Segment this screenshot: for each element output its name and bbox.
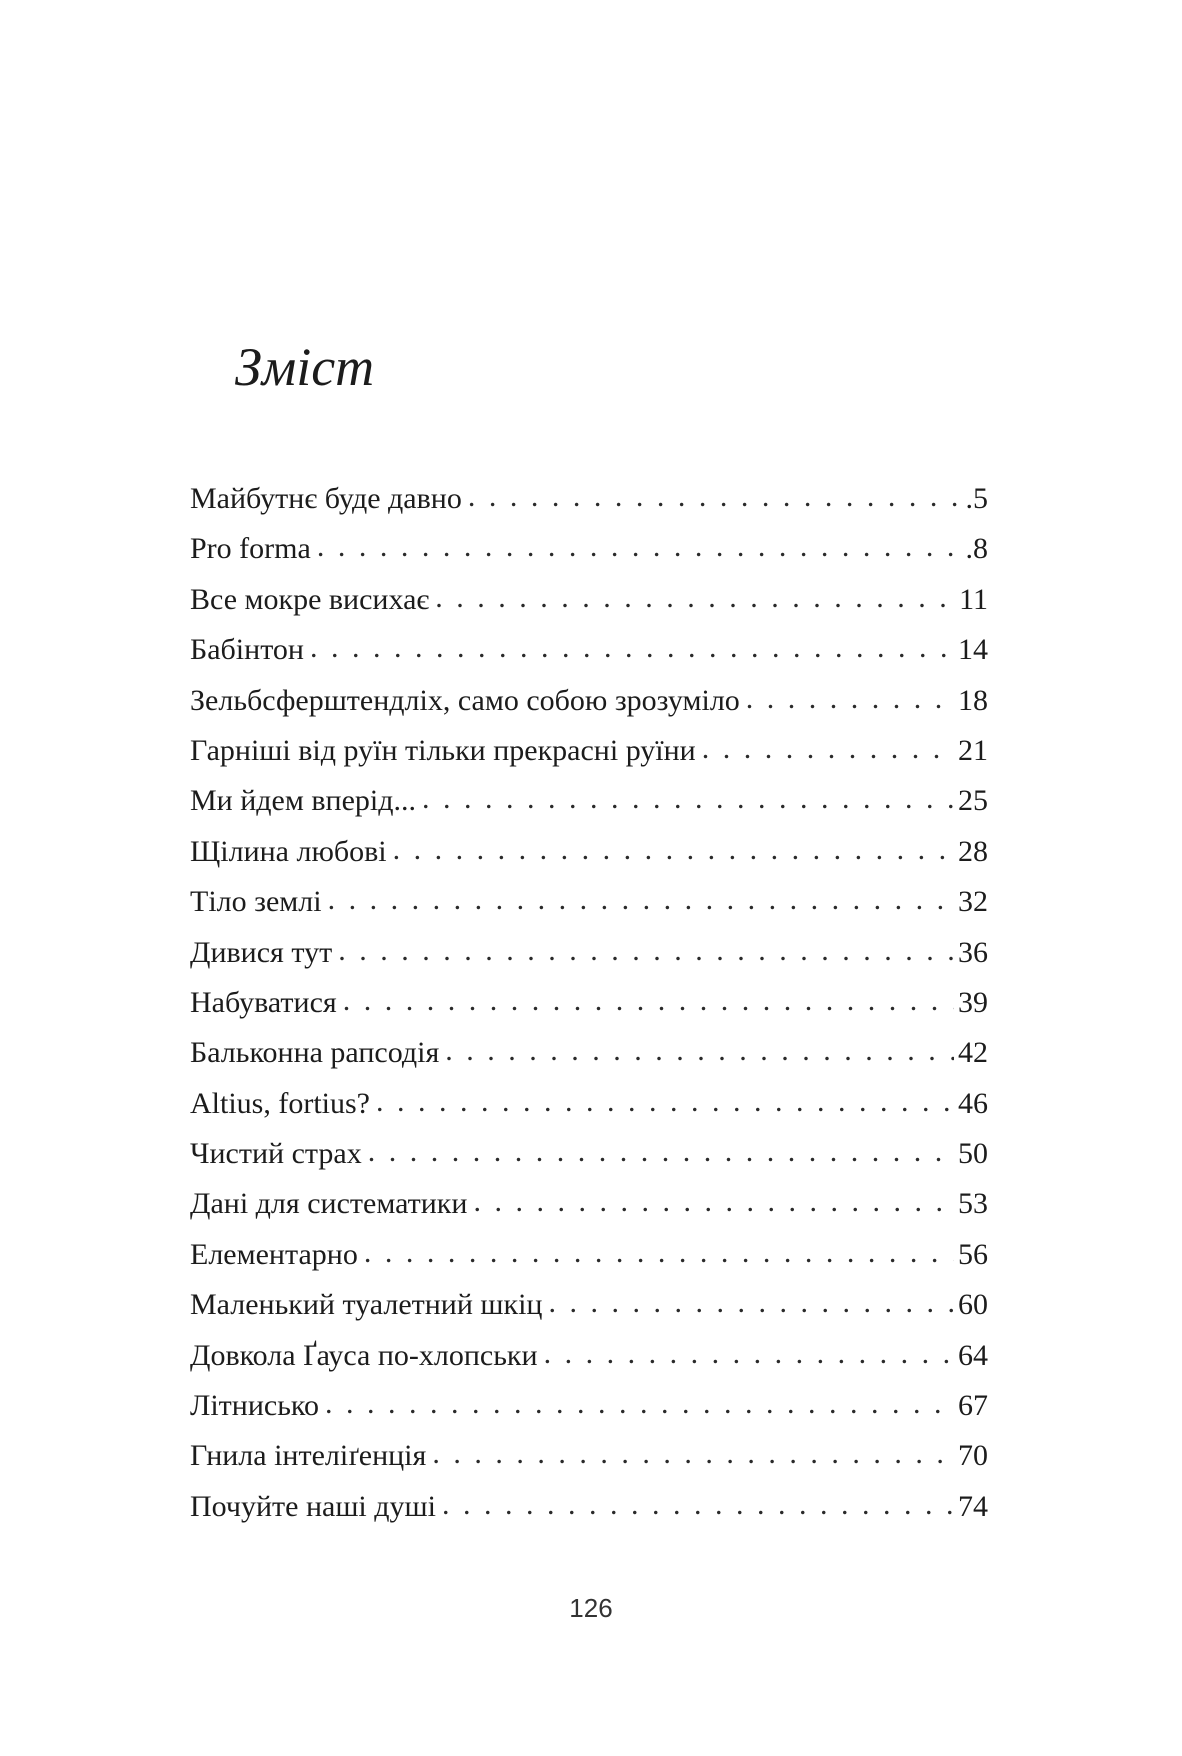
toc-entry <box>190 1381 988 1431</box>
toc-entry-page: 67 <box>958 1389 988 1423</box>
toc-entry <box>190 625 988 675</box>
toc-entry-title: Дивися тут <box>190 935 333 969</box>
dot-leader <box>702 724 954 774</box>
toc-entry <box>190 1079 988 1129</box>
toc-entry <box>190 827 988 877</box>
toc-entry-page: 60 <box>958 1288 988 1322</box>
toc-entry-page: 74 <box>958 1489 988 1523</box>
toc-entry-title: Літнисько <box>190 1389 319 1423</box>
dot-leader <box>338 926 954 976</box>
toc-entry-title: Зельбсферштендліх, само собою зрозуміло <box>190 683 740 717</box>
toc-entry <box>190 1431 988 1481</box>
dot-leader <box>432 1429 954 1479</box>
toc-entry-page: .8 <box>965 532 988 566</box>
table-of-contents <box>190 474 988 1532</box>
toc-entry-page: 53 <box>958 1187 988 1221</box>
dot-leader <box>364 1228 954 1278</box>
dot-leader <box>549 1278 955 1328</box>
dot-leader <box>317 522 962 572</box>
toc-entry <box>190 1331 988 1381</box>
toc-entry <box>190 928 988 978</box>
dot-leader <box>442 1480 954 1530</box>
dot-leader <box>445 1026 954 1076</box>
dot-leader <box>746 674 954 724</box>
toc-entry-page: 50 <box>958 1137 988 1171</box>
toc-entry-page: 28 <box>958 834 988 868</box>
toc-entry <box>190 1129 988 1179</box>
dot-leader <box>376 1077 954 1127</box>
toc-entry <box>190 1179 988 1229</box>
toc-entry-title: Набуватися <box>190 985 337 1019</box>
toc-entry <box>190 978 988 1028</box>
toc-entry-title: Довкола Ґауса по-хлопськи <box>190 1338 538 1372</box>
dot-leader <box>328 875 954 925</box>
toc-entry-title: Ми йдем вперід... <box>190 784 416 818</box>
dot-leader <box>393 825 954 875</box>
toc-entry <box>190 575 988 625</box>
toc-entry-title: Почуйте наші душі <box>190 1489 436 1523</box>
toc-entry-page: 25 <box>958 784 988 818</box>
toc-entry-page: 14 <box>958 633 988 667</box>
toc-entry <box>190 524 988 574</box>
toc-entry <box>190 1280 988 1330</box>
dot-leader <box>435 573 955 623</box>
toc-entry-title: Елементарно <box>190 1237 358 1271</box>
toc-entry-title: Altius, fortius? <box>190 1086 370 1120</box>
toc-entry <box>190 474 988 524</box>
toc-entry-page: 46 <box>958 1086 988 1120</box>
toc-entry-title: Гнила інтеліґенція <box>190 1439 427 1473</box>
toc-entry <box>190 877 988 927</box>
dot-leader <box>468 472 962 522</box>
toc-entry-title: Маленький туалетний шкіц <box>190 1288 543 1322</box>
toc-entry-page: 36 <box>958 935 988 969</box>
page-title: Зміст <box>235 337 375 397</box>
toc-entry-title: Щілина любові <box>190 834 387 868</box>
toc-entry-page: .5 <box>965 482 988 515</box>
toc-entry <box>190 676 988 726</box>
dot-leader <box>473 1177 954 1227</box>
toc-entry-title: Бабінтон <box>190 633 304 667</box>
toc-entry-page: 21 <box>958 733 988 767</box>
toc-entry-title: Pro forma <box>190 532 311 566</box>
toc-entry-page: 64 <box>958 1338 988 1372</box>
toc-entry <box>190 1482 988 1532</box>
toc-entry-title: Майбутнє буде давно <box>190 482 462 515</box>
toc-entry-title: Чистий страх <box>190 1137 362 1171</box>
toc-entry-title: Все мокре висихає <box>190 582 430 616</box>
toc-entry <box>190 1028 988 1078</box>
toc-entry <box>190 776 988 826</box>
dot-leader <box>343 976 954 1026</box>
dot-leader <box>310 623 954 673</box>
toc-entry-page: 39 <box>958 985 988 1019</box>
toc-entry-title: Тіло землі <box>190 885 322 919</box>
dot-leader <box>422 774 954 824</box>
dot-leader <box>368 1127 954 1177</box>
toc-entry-page: 70 <box>958 1439 988 1473</box>
page-number: 126 <box>569 1593 613 1623</box>
toc-entry-page: 32 <box>958 885 988 919</box>
toc-entry-page: 42 <box>958 1036 988 1070</box>
toc-entry <box>190 726 988 776</box>
toc-entry <box>190 1230 988 1280</box>
toc-entry-page: 56 <box>958 1237 988 1271</box>
dot-leader <box>544 1329 954 1379</box>
dot-leader <box>325 1379 954 1429</box>
toc-entry-title: Дані для систематики <box>190 1187 468 1221</box>
toc-entry-title: Бальконна рапсодія <box>190 1036 440 1070</box>
toc-entry-page: 18 <box>958 683 988 717</box>
toc-entry-page: 11 <box>959 582 988 616</box>
toc-entry-title: Гарніші від руїн тільки прекрасні руїни <box>190 733 696 767</box>
